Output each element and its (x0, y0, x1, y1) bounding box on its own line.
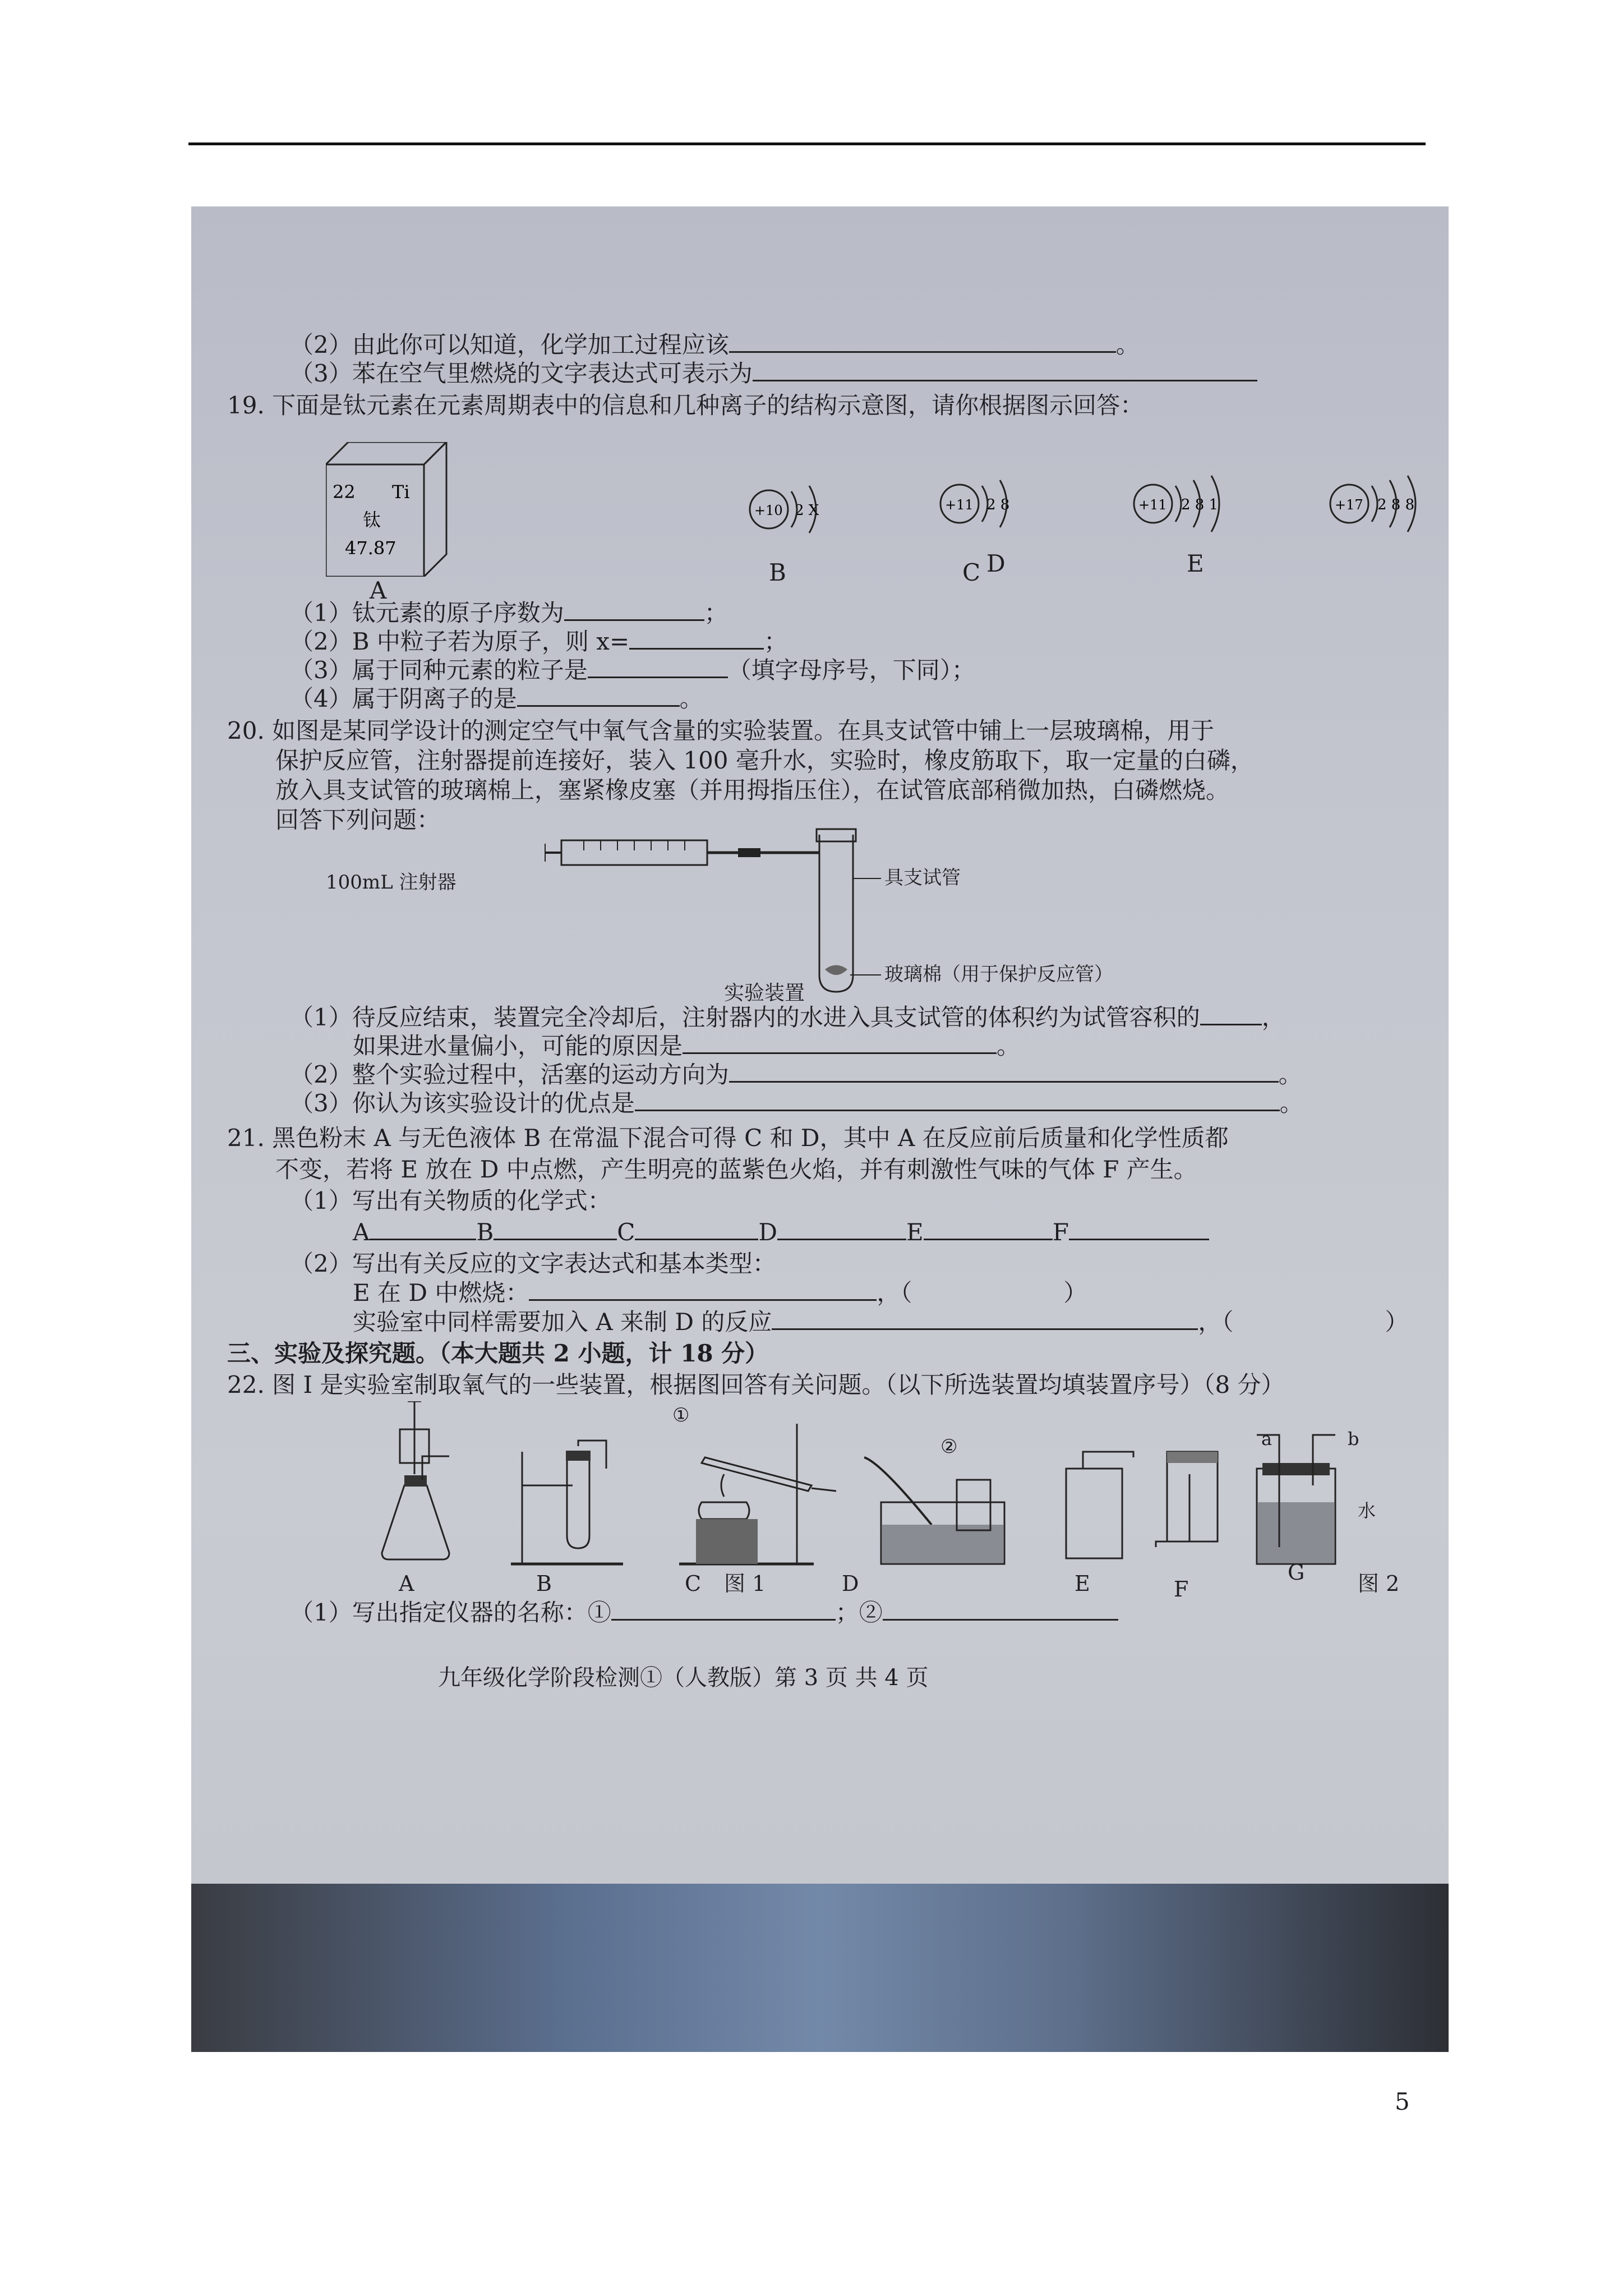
q19-4: （4）属于阴离子的是 。 (290, 685, 703, 712)
apparatus-g (1257, 1435, 1335, 1564)
ion-b-shells: 2 X (795, 502, 819, 519)
page-footer: 九年级化学阶段检测①（人教版）第 3 页 共 4 页 (438, 1665, 929, 1691)
g22-label-d: D (842, 1571, 859, 1596)
g22-label-c: C (685, 1571, 702, 1596)
ion-c (940, 480, 1009, 527)
ion-c-nucleus: +11 (945, 497, 974, 513)
q22-apparatus (359, 1401, 1369, 1581)
ti-name: 钛 (363, 509, 381, 531)
ion-c-shells: 2 8 (986, 496, 1010, 513)
q20-stem-a: 20. 如图是某同学设计的测定空气中氧气含量的实验装置。在具支试管中铺上一层玻璃棉，用于 (227, 717, 1215, 744)
fig-label-c: C (962, 559, 981, 586)
apparatus-e (1066, 1452, 1133, 1558)
ion-e (1330, 476, 1415, 532)
ion-b-nucleus: +10 (754, 503, 783, 518)
q18-3: （3）苯在空气里燃烧的文字表达式可表示为 (290, 360, 1257, 388)
q21-stem-b: 不变，若将 E 放在 D 中点燃，产生明亮的蓝紫色火焰，并有刺激性气味的气体 F 产生。 (275, 1156, 1197, 1183)
apparatus-d (864, 1457, 1004, 1564)
q19-1: （1）钛元素的原子序数为 ； (290, 599, 728, 627)
background-cloth (191, 1884, 1449, 2052)
q22-1: （1）写出指定仪器的名称：① ；② (290, 1599, 1118, 1627)
q21-formula-blanks: A B C D E F (353, 1218, 1209, 1246)
q19-figures (326, 442, 1419, 577)
g22-label-f: F (1174, 1577, 1189, 1602)
port-a: a (1261, 1428, 1272, 1450)
ion-e-shells: 2 8 8 (1377, 496, 1415, 513)
q20-stem-d: 回答下列问题： (275, 806, 441, 834)
q22-stem: 22. 图 I 是实验室制取氧气的一些装置，根据图回答有关问题。（以下所选装置均填装置序号）（8 分） (227, 1371, 1285, 1398)
g22-label-b: B (536, 1571, 552, 1596)
q19-3: （3）属于同种元素的粒子是 （填字母序号，下同）； (290, 656, 975, 684)
tube-label: 具支试管 (884, 867, 961, 889)
ion-e-nucleus: +17 (1335, 497, 1363, 513)
section-3-heading: 三、实验及探究题。（本大题共 2 小题，计 18 分） (227, 1340, 769, 1367)
q21-2: （2）写出有关反应的文字表达式和基本类型： (290, 1250, 776, 1277)
apparatus-caption: 实验装置 (724, 982, 805, 1005)
q20-1b: 如果进水量偏小，可能的原因是 。 (353, 1032, 1021, 1060)
apparatus-f (1156, 1452, 1218, 1547)
top-rule (188, 142, 1426, 145)
figure-1-caption: 图 1 (724, 1571, 766, 1596)
q20-stem-c: 放入具支试管的玻璃棉上，塞紧橡皮塞（并用拇指压住），在试管底部稍微加热，白磷燃烧。 (275, 776, 1230, 804)
syringe-label: 100mL 注射器 (326, 871, 457, 894)
exam-photo (191, 206, 1449, 2052)
ion-d-shells: 2 8 1 (1181, 496, 1219, 513)
titanium-cell (326, 442, 446, 577)
fig-label-a: A (370, 577, 387, 604)
water-label: 水 (1358, 1500, 1376, 1521)
q20-2: （2）整个实验过程中，活塞的运动方向为 。 (290, 1061, 1302, 1088)
ti-mass: 47.87 (345, 537, 396, 559)
g22-label-g: G (1288, 1560, 1305, 1585)
g22-label-e: E (1075, 1571, 1090, 1596)
apparatus-c (679, 1424, 836, 1564)
q21-stem-a: 21. 黑色粉末 A 与无色液体 B 在常温下混合可得 C 和 D，其中 A 在反应前后质量和化学性质都 (227, 1124, 1229, 1152)
q20-1: （1）待反应结束，装置完全冷却后，注射器内的水进入具支试管的体积约为试管容积的 ， (290, 1004, 1285, 1031)
ion-b (750, 486, 819, 533)
fig-label-e: E (1187, 550, 1204, 577)
mark-2: ② (940, 1435, 958, 1458)
q21-2a: E 在 D 中燃烧： ，（ ） (353, 1279, 1087, 1306)
q20-stem-b: 保护反应管，注射器提前连接好，装入 100 毫升水，实验时，橡皮筋取下，取一定量的白磷， (275, 747, 1254, 774)
q21-2b: 实验室中同样需要加入 A 来制 D 的反应 ，（ ） (353, 1308, 1409, 1336)
ion-d-nucleus: +11 (1138, 497, 1167, 513)
figure-2-caption: 图 2 (1358, 1571, 1400, 1596)
apparatus-b (511, 1441, 623, 1564)
g22-label-a: A (399, 1571, 414, 1596)
fig-label-d: D (986, 550, 1006, 577)
mark-1: ① (672, 1404, 690, 1427)
q21-1: （1）写出有关物质的化学式： (290, 1187, 611, 1214)
port-b: b (1348, 1428, 1359, 1450)
apparatus-a (382, 1401, 449, 1559)
q20-3: （3）你认为该实验设计的优点是 。 (290, 1089, 1303, 1117)
page-number: 5 (1395, 2088, 1410, 2115)
q19-stem: 19. 下面是钛元素在元素周期表中的信息和几种离子的结构示意图，请你根据图示回答： (227, 392, 1144, 419)
q18-2: （2）由此你可以知道，化学加工过程应该 。 (290, 331, 1140, 358)
ti-symbol: Ti (392, 481, 410, 503)
fig-label-b: B (769, 559, 786, 586)
wool-label: 玻璃棉（用于保护反应管） (884, 963, 1113, 986)
ti-number: 22 (333, 481, 356, 503)
q19-2: （2）B 中粒子若为原子，则 x= ； (290, 628, 788, 655)
ion-d (1134, 476, 1219, 532)
